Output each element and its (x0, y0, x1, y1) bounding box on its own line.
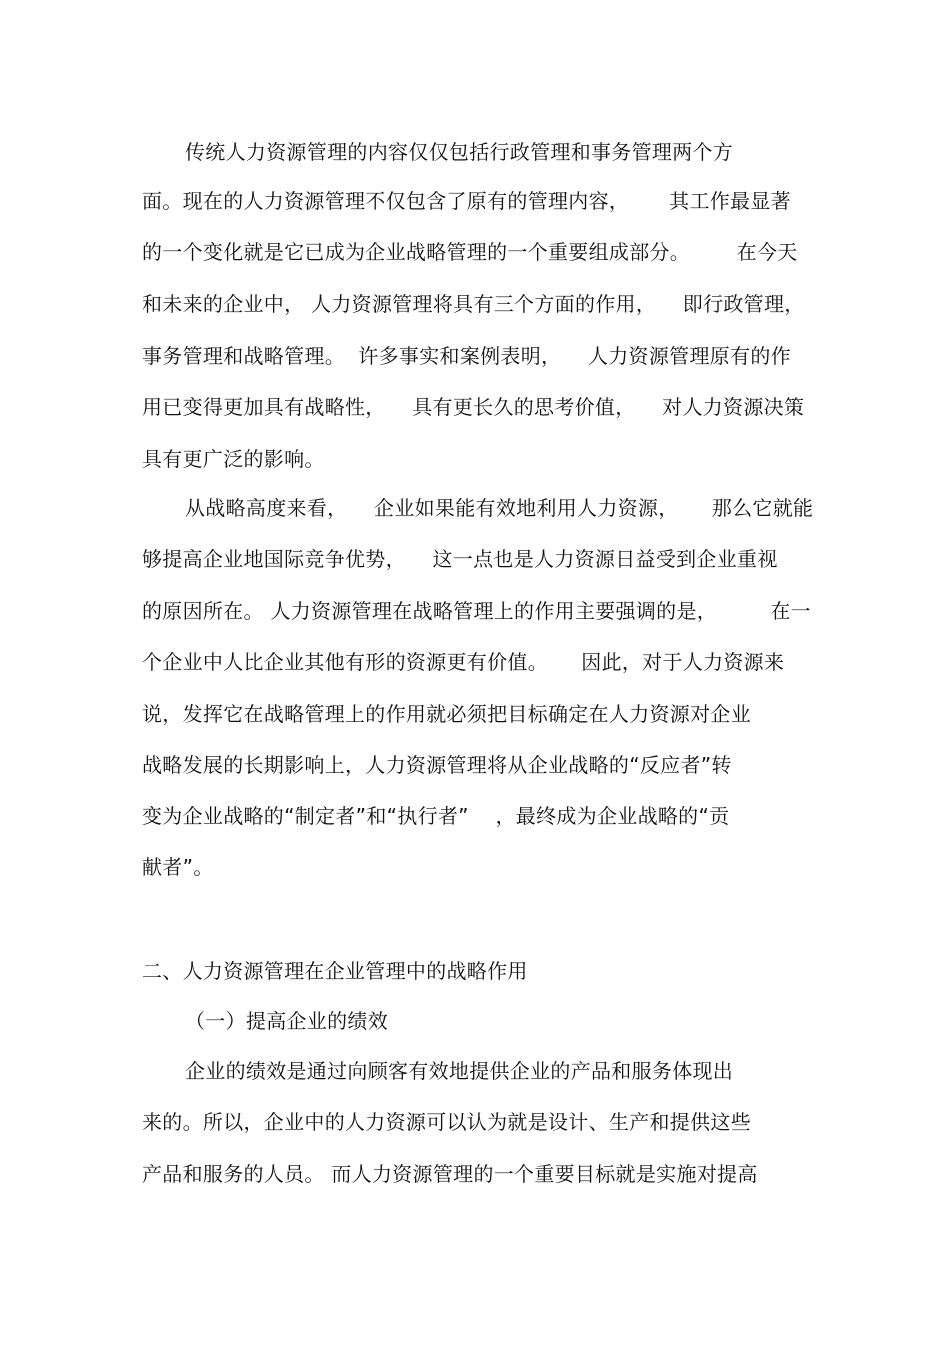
text-line: 变为企业战略的“制定者”和“执行者” ，最终成为企业战略的“贡 (142, 804, 730, 828)
text-line: 说，发挥它在战略管理上的作用就必须把目标确定在人力资源对企业 (142, 702, 751, 726)
text-line: 献者”。 (142, 855, 214, 879)
text-line: 够提高企业地国际竞争优势， 这一点也是人力资源日益受到企业重视 (142, 547, 778, 571)
text-line: 具有更广泛的影响。 (142, 447, 325, 471)
text-line: 企业的绩效是通过向顾客有效地提供企业的产品和服务体现出 (185, 1059, 734, 1083)
text-line: 面。现在的人力资源管理不仅包含了原有的管理内容， 其工作最显著 (142, 189, 791, 213)
text-line: 战略发展的长期影响上，人力资源管理将从企业战略的“反应者”转 (142, 753, 732, 777)
text-line: 从战略高度来看， 企业如果能有效地利用人力资源， 那么它就能 (185, 496, 814, 520)
text-line: 产品和服务的人员。 而人力资源管理的一个重要目标就是实施对提高 (142, 1162, 758, 1186)
subsection-heading: （一）提高企业的绩效 (185, 1009, 388, 1033)
section-heading: 二、人力资源管理在企业管理中的战略作用 (142, 959, 528, 983)
text-line: 和未来的企业中， 人力资源管理将具有三个方面的作用， 即行政管理， (142, 292, 805, 316)
text-line: 传统人力资源管理的内容仅仅包括行政管理和事务管理两个方 (185, 140, 734, 164)
text-line: 用已变得更加具有战略性， 具有更长久的思考价值， 对人力资源决策 (142, 395, 805, 419)
text-line: 来的。所以，企业中的人力资源可以认为就是设计、生产和提供这些 (142, 1110, 751, 1134)
text-line: 事务管理和战略管理。 许多事实和案例表明， 人力资源管理原有的作 (142, 344, 791, 368)
text-line: 个企业中人比企业其他有形的资源更有价值。 因此，对于人力资源来 (142, 650, 785, 674)
text-line: 的一个变化就是它已成为企业战略管理的一个重要组成部分。 在今天 (142, 240, 798, 264)
text-line: 的原因所在。 人力资源管理在战略管理上的作用主要强调的是， 在一 (142, 599, 811, 623)
